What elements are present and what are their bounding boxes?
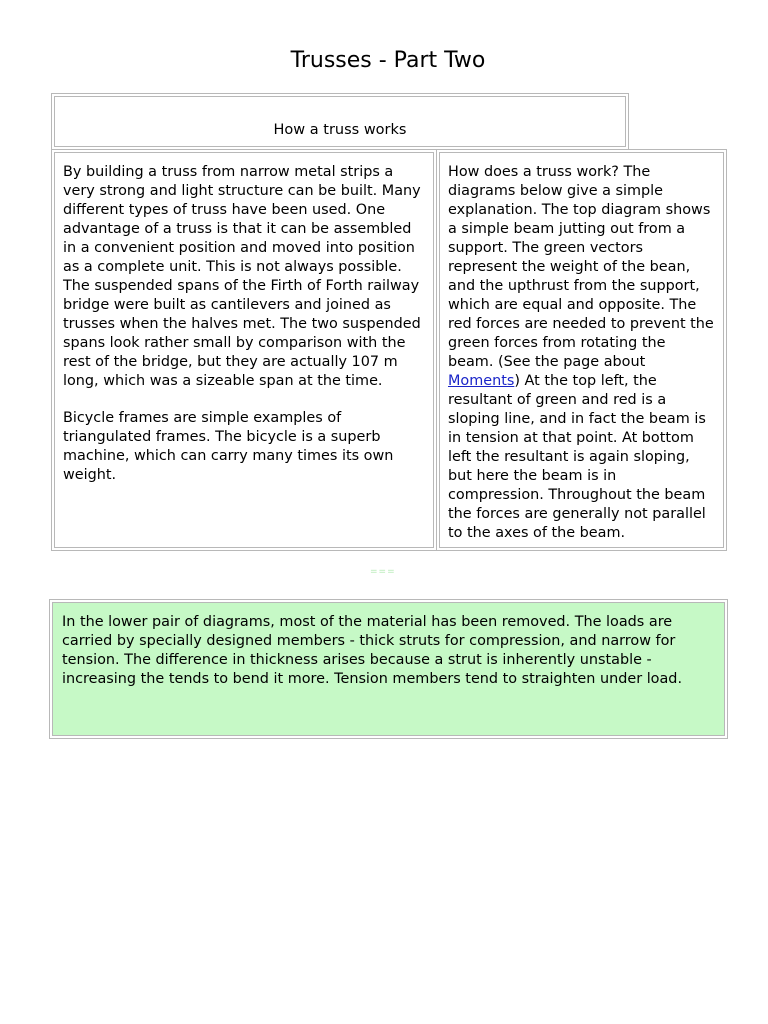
truss-explanation-text: How does a truss work? The diagrams below give a simple explanation. The top diagram shows a simple beam jutting out from a support. The green vectors represent the weight of the bean, and the upthrust from the support, which are equal and opposite. The red forces are needed to prevent the green forces from rotating the beam. (See the page about bbox=[448, 164, 714, 370]
section-heading: How a truss works bbox=[273, 122, 407, 138]
page-title: Trusses - Part Two bbox=[290, 48, 486, 73]
right-text-cell-inner bbox=[439, 152, 724, 548]
lower-diagrams-note-text: In the lower pair of diagrams, most of the material has been removed. The loads are carried by specially designed members - thick struts for compression, and narrow for tension. The difference in thickness arises because a strut is inherently unstable - increasing the tends to bend it more. Tension members tend to straighten under load. bbox=[62, 614, 683, 687]
right-text-cell bbox=[436, 149, 727, 551]
lower-diagrams-note-inner bbox=[52, 602, 725, 736]
left-text-cell bbox=[51, 149, 437, 551]
truss-explanation-continued: ) At the top left, the resultant of green and red is a sloping line, and in fact the beam is in tension at that point. At bottom left the resultant is again sloping, but here the beam is in compression. Throughout the beam the forces are generally not parallel to the axes of the beam. bbox=[448, 373, 706, 541]
lower-diagrams-note-box bbox=[49, 599, 728, 739]
heading-box bbox=[51, 93, 629, 150]
left-text-cell-inner bbox=[54, 152, 434, 548]
truss-construction-paragraph: By building a truss from narrow metal strips a very strong and light structure can be built. Many different types of truss have been used. One advantage of a truss is that it can be assembled in a convenient position and moved into position as a complete unit. This is not always possible. The suspended spans of the Firth of Forth railway bridge were built as cantilevers and joined as trusses when the halves met. The two suspended spans look rather small by comparison with the rest of the bridge, but they are actually 107 m long, which was a sizeable span at the time. bbox=[63, 164, 421, 389]
separator-mark: === bbox=[370, 567, 396, 577]
heading-cell bbox=[54, 96, 626, 147]
bicycle-frame-paragraph: Bicycle frames are simple examples of triangulated frames. The bicycle is a superb machine, which can carry many times its own weight. bbox=[63, 410, 394, 483]
moments-link[interactable]: Moments bbox=[448, 373, 515, 389]
